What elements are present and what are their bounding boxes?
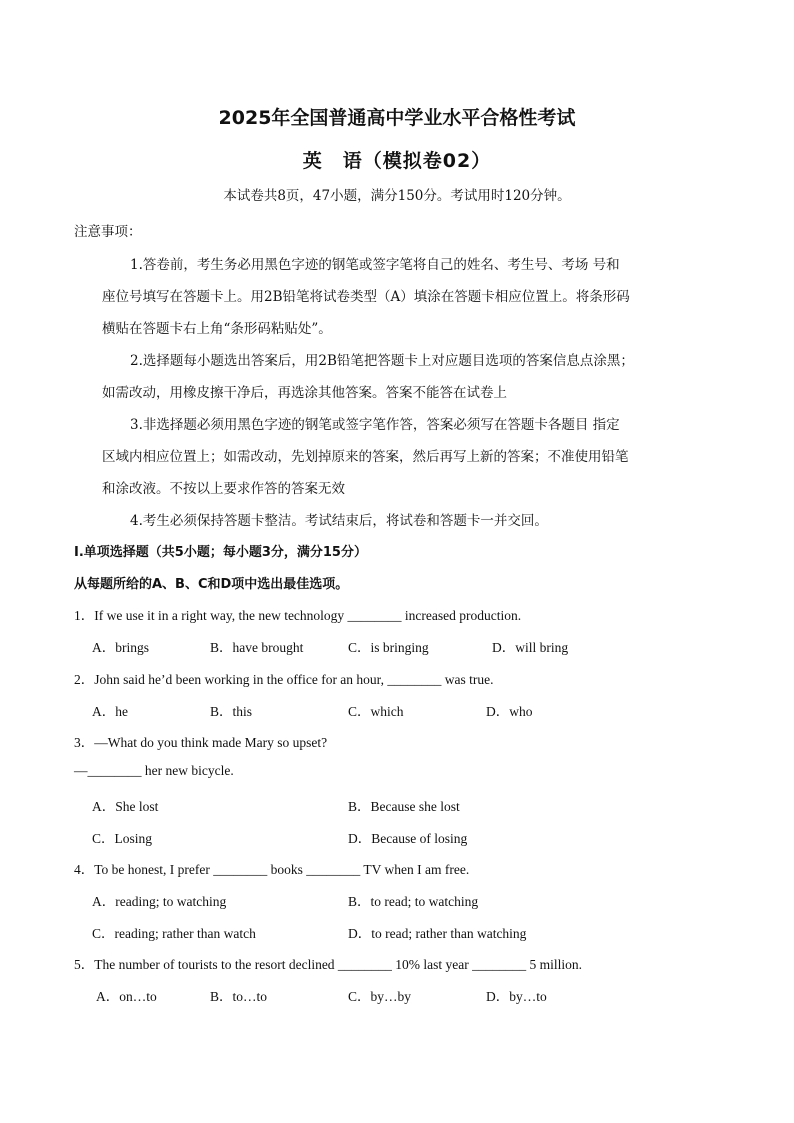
option-b[interactable]: B．to read; to watching xyxy=(348,894,479,909)
option-a[interactable]: A．on…to xyxy=(96,989,157,1004)
exam-title: 2025年全国普通高中学业水平合格性考试 xyxy=(218,107,576,129)
notes-heading: 注意事项： xyxy=(74,224,142,240)
option-a[interactable]: A．brings xyxy=(92,640,149,655)
option-a[interactable]: A．She lost xyxy=(92,799,159,814)
option-c[interactable]: C．which xyxy=(348,704,404,719)
option-d[interactable]: D．Because of losing xyxy=(348,831,468,846)
notes-line: 如需改动，用橡皮擦干净后，再选涂其他答案。答案不能答在试卷上 xyxy=(102,385,507,401)
option-c[interactable]: C．by…by xyxy=(348,989,412,1004)
option-c[interactable]: C．Losing xyxy=(92,831,153,846)
question-stem-reply: —________ her new bicycle. xyxy=(74,763,234,778)
question-stem: 4．To be honest, I prefer ________ books ________ TV when I am free. xyxy=(74,862,470,877)
option-c[interactable]: C．is bringing xyxy=(348,640,429,655)
notes-line: 横贴在答题卡右上角“条形码粘贴处”。 xyxy=(102,321,332,337)
option-b[interactable]: B．to…to xyxy=(210,989,268,1004)
question-stem: 3．—What do you think made Mary so upset? xyxy=(74,735,328,750)
section-instruction: 从每题所给的A、B、C和D项中选出最佳选项。 xyxy=(74,577,349,592)
option-a[interactable]: A．reading; to watching xyxy=(92,894,227,909)
option-b[interactable]: B．have brought xyxy=(210,640,304,655)
notes-line: 3.非选择题必须用黑色字迹的钢笔或签字笔作答，答案必须写在答题卡各题目 指定 xyxy=(130,417,620,433)
question-stem: 2．John said he’d been working in the office for an hour, ________ was true. xyxy=(74,672,494,687)
section-title: I.单项选择题（共5小题；每小题3分，满分15分） xyxy=(74,545,367,560)
notes-line: 1.答卷前，考生务必用黑色字迹的钢笔或签字笔将自己的姓名、考生号、考场 号和 xyxy=(130,257,620,273)
question-stem: 1．If we use it in a right way, the new technology ________ increased production. xyxy=(74,608,522,623)
notes-line: 区域内相应位置上；如需改动，先划掉原来的答案，然后再写上新的答案；不准使用铅笔 xyxy=(102,449,629,465)
option-b[interactable]: B．Because she lost xyxy=(348,799,460,814)
option-d[interactable]: D．will bring xyxy=(492,640,569,655)
option-d[interactable]: D．to read; rather than watching xyxy=(348,926,527,941)
question-stem: 5．The number of tourists to the resort declined ________ 10% last year ________ 5 million. xyxy=(74,957,583,972)
option-d[interactable]: D．who xyxy=(486,704,533,719)
exam-subtitle: 英 语（模拟卷02） xyxy=(302,150,492,172)
option-a[interactable]: A．he xyxy=(92,704,128,719)
option-c[interactable]: C．reading; rather than watch xyxy=(92,926,256,941)
exam-info: 本试卷共8页，47小题，满分150分。考试用时120分钟。 xyxy=(223,188,571,204)
option-b[interactable]: B．this xyxy=(210,704,253,719)
notes-line: 座位号填写在答题卡上。用2B铅笔将试卷类型（A）填涂在答题卡相应位置上。将条形码 xyxy=(102,289,630,305)
notes-line: 2.选择题每小题选出答案后，用2B铅笔把答题卡上对应题目选项的答案信息点涂黑； xyxy=(130,353,634,369)
notes-line: 4.考生必须保持答题卡整洁。考试结束后，将试卷和答题卡一并交回。 xyxy=(130,513,548,529)
notes-line: 和涂改液。不按以上要求作答的答案无效 xyxy=(102,481,345,497)
option-d[interactable]: D．by…to xyxy=(486,989,547,1004)
